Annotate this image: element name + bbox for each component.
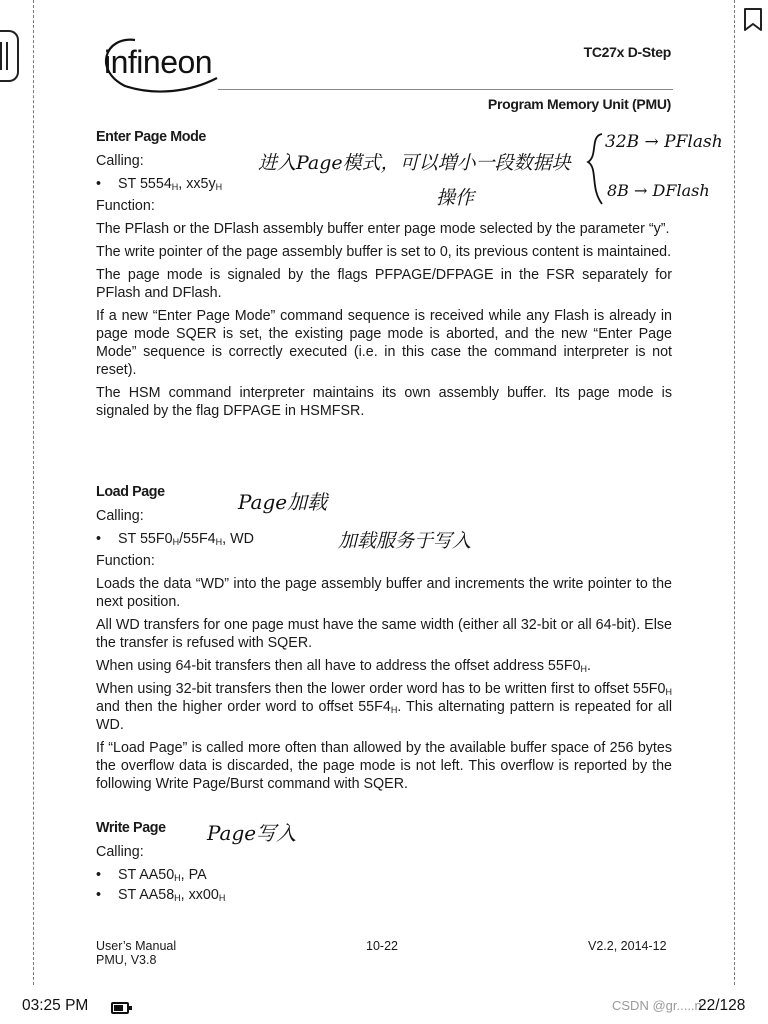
section-heading: Enter Page Mode xyxy=(96,129,206,145)
paragraph: When using 32-bit transfers then the lower order word has to be written first to offset $55F0_H$ and then the higher order word to offset $55F4_H$. This alternating pattern is repeated for all WD. xyxy=(96,681,672,733)
command-item: • ST $55F0_H/55F4_H$, WD xyxy=(96,530,672,548)
paragraph: The page mode is signaled by the flags PFPAGE/DFPAGE in the FSR separately for PFlash and DFlash. xyxy=(96,267,672,301)
command-item: • ST $AA50_H$, PA xyxy=(96,866,672,884)
left-margin-guide xyxy=(33,0,34,985)
handle-line xyxy=(6,42,8,70)
infineon-logo xyxy=(95,30,225,94)
version-label: PMU, V3.8 xyxy=(96,953,157,967)
handwritten-note: 加载服务于写入 xyxy=(338,530,472,552)
paragraph: If “Load Page” is called more often than allowed by the available buffer space of 256 bytes the overflow data is discarded, the page mode is not left. This overflow is reported by the following Write Page/Burst command with SQER. xyxy=(96,740,672,792)
product-title: TC27x D-Step xyxy=(583,44,671,60)
footer-left xyxy=(96,939,176,967)
function-label: Function: xyxy=(96,198,155,214)
handwritten-note: 操作 xyxy=(436,187,475,209)
paragraph: When using 64-bit transfers then all have to address the offset address $55F0_H$. xyxy=(96,658,592,674)
handwritten-note: 32B → PFlash xyxy=(605,132,723,152)
doc-version: V2.2, 2014-12 xyxy=(588,939,667,953)
side-panel-toggle[interactable] xyxy=(0,30,19,82)
calling-label: Calling: xyxy=(96,153,144,169)
paragraph: If a new “Enter Page Mode” command sequence is received while any Flash is already in page mode SQER is set, the existing page mode is aborted, and the new “Enter Page Mode” sequence is correctly executed (i.e. in this case the command interpreter is not reset). xyxy=(96,308,672,378)
page-number: 10-22 xyxy=(366,939,398,953)
header-divider xyxy=(218,89,673,90)
handwritten-note: Page写入 xyxy=(207,821,297,845)
brace-mark xyxy=(584,132,606,208)
battery-fill xyxy=(114,1005,123,1011)
paragraph: The write pointer of the page assembly buffer is set to 0, its previous content is maintained. xyxy=(96,244,672,260)
bookmark-icon[interactable] xyxy=(743,7,763,33)
paragraph: All WD transfers for one page must have the same width (either all 32-bit or all 64-bit). Else the transfer is refused with SQER. xyxy=(96,617,672,651)
battery-icon xyxy=(111,1002,129,1014)
paragraph: The HSM command interpreter maintains its own assembly buffer. Its page mode is signaled by the flag DFPAGE in HSMFSR. xyxy=(96,385,672,419)
paragraph: Loads the data “WD” into the page assembly buffer and increments the write pointer to the next position. xyxy=(96,576,672,610)
command-item: • ST $AA58_H$, $xx00_H$ xyxy=(96,886,672,904)
handwritten-note: 进入Page模式，可以増小一段数据块 xyxy=(258,152,571,174)
calling-label: Calling: xyxy=(96,844,144,860)
function-label: Function: xyxy=(96,553,155,569)
calling-label: Calling: xyxy=(96,508,144,524)
manual-label: User’s Manual xyxy=(96,939,177,953)
status-time: 03:25 PM xyxy=(22,997,89,1014)
watermark: CSDN @gr.....n xyxy=(612,998,702,1013)
logo-wordmark: infineon xyxy=(104,44,213,80)
paragraph: The PFlash or the DFlash assembly buffer enter page mode selected by the parameter “y”. xyxy=(96,221,670,237)
right-margin-guide xyxy=(734,0,735,985)
handwritten-note: 8B → DFlash xyxy=(607,181,710,200)
write-page-section xyxy=(96,819,672,904)
section-heading: Load Page xyxy=(96,484,165,500)
section-heading: Write Page xyxy=(96,820,166,836)
section-title: Program Memory Unit (PMU) xyxy=(487,96,671,112)
handwritten-note: Page加载 xyxy=(238,490,328,514)
command-item: • ST $5554_H$, $xx5y_H$ xyxy=(96,175,672,193)
page-counter[interactable]: 22/128 xyxy=(698,997,746,1014)
handle-line xyxy=(0,42,2,70)
